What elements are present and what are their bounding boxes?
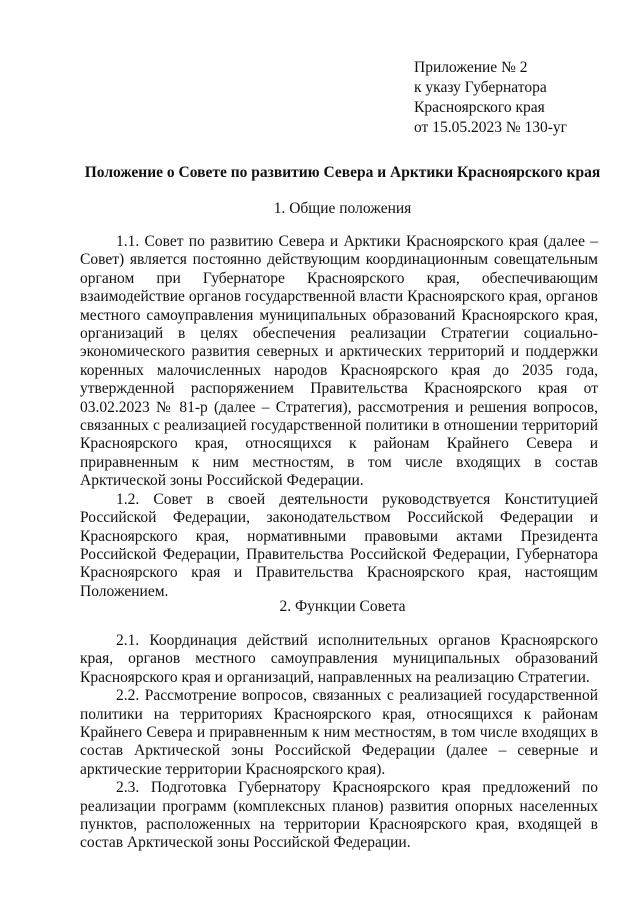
paragraph-1-2: 1.2. Совет в своей деятельности руководствуется Конституцией Российской Федерации, законодательством Российской Федерации и Красноярского края, нормативными правовыми актами Президента Российской Федерации, Правительства Российской Федерации, Губернатора Красноярского края и Правительства Красноярского края, настоящим Положением.	[80, 490, 598, 600]
appendix-decree-ref: к указу Губернатора	[414, 79, 547, 96]
appendix-date-number: от 15.05.2023 № 130-уг	[414, 119, 568, 136]
section-body-general	[80, 233, 598, 601]
paragraph-2-2: 2.2. Рассмотрение вопросов, связанных с реализацией государственной политики на территориях Красноярского края, относящихся к районам Крайнего Севера и приравненным к ним местностям, в том числе входящих в состав Арктической зоны Российской Федерации (далее – северные и арктические территории Красноярского края).	[80, 687, 598, 778]
section-heading-functions: 2. Функции Совета	[279, 598, 406, 615]
appendix-reference	[414, 58, 624, 138]
section-heading-general: 1. Общие положения	[273, 200, 412, 217]
paragraph-1-1: 1.1. Совет по развитию Севера и Арктики Красноярского края (далее – Совет) является постоянно действующим координационным совещательным органом при Губернаторе Красноярского края, обеспечивающим взаимодействие органов государственной власти Красноярского края, органов местного самоуправления муниципальных образований Красноярского края, организаций в целях обеспечения реализации Стратегии социально-экономического развития северных и арктических территорий и поддержки коренных малочисленных народов Красноярского края до 2035 года, утвержденной распоряжением Правительства Красноярского края от 03.02.2023 № 81-р (далее – Стратегия), рассмотрения и решения вопросов, связанных с реализацией государственной политики в отношении территорий Красноярского края, относящихся к районам Крайнего Севера и приравненным к ним местностям, в том числе входящих в состав Арктической зоны Российской Федерации.	[80, 233, 598, 490]
paragraph-2-3: 2.3. Подготовка Губернатору Красноярского края предложений по реализации программ (комплексных планов) развития опорных населенных пунктов, расположенных на территории Красноярского края, входящей в состав Арктической зоны Российской Федерации.	[80, 779, 598, 852]
paragraph-2-1: 2.1. Координация действий исполнительных органов Красноярского края, органов местного самоуправления муниципальных образований Красноярского края и организаций, направленных на реализацию Стратегии.	[80, 632, 598, 686]
appendix-region: Красноярского края	[414, 99, 545, 116]
document-title: Положение о Совете по развитию Севера и Арктики Красноярского края	[84, 164, 601, 181]
section-body-functions	[80, 632, 598, 853]
appendix-number: Приложение № 2	[414, 59, 528, 76]
